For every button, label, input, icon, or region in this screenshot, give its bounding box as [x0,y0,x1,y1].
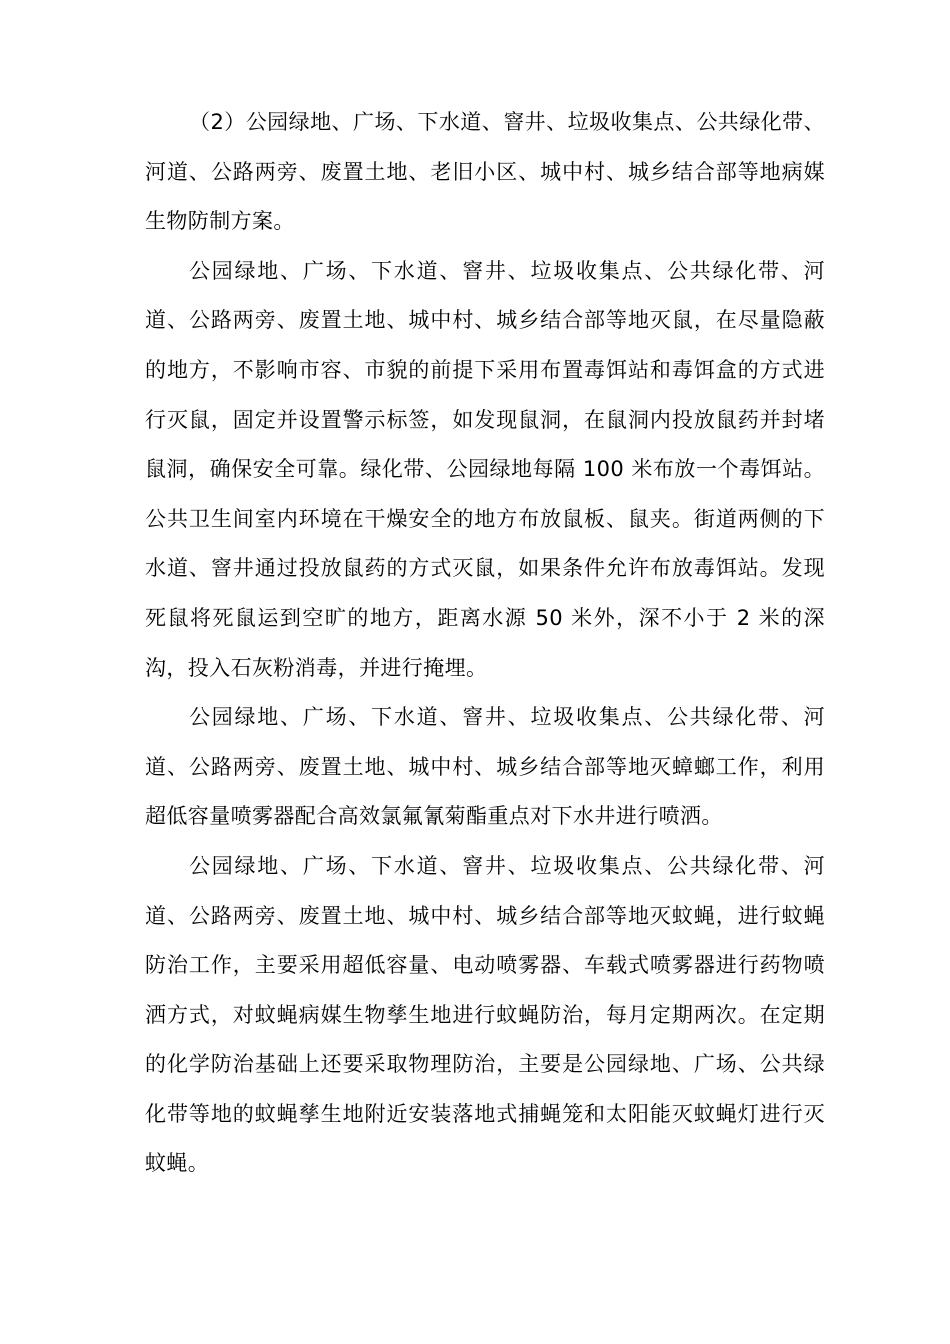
section-heading-paragraph: （2）公园绿地、广场、下水道、窨井、垃圾收集点、公共绿化带、河道、公路两旁、废置土地、老旧小区、城中村、城乡结合部等地病媒生物防制方案。 [145,110,825,234]
cockroach-control-paragraph: 公园绿地、广场、下水道、窨井、垃圾收集点、公共绿化带、河道、公路两旁、废置土地、城中村、城乡结合部等地灭蟑螂工作，利用超低容量喷雾器配合高效氯氟氰菊酯重点对下水井进行喷洒。 [145,705,825,829]
document-body [145,98,825,1189]
mosquito-fly-control-paragraph: 公园绿地、广场、下水道、窨井、垃圾收集点、公共绿化带、河道、公路两旁、废置土地、城中村、城乡结合部等地灭蚊蝇，进行蚊蝇防治工作，主要采用超低容量、电动喷雾器、车载式喷雾器进行药物喷洒方式，对蚊蝇病媒生物孳生地进行蚊蝇防治，每月定期两次。在定期的化学防治基础上还要采取物理防治，主要是公园绿地、广场、公共绿化带等地的蚊蝇孳生地附近安装落地式捕蝇笼和太阳能灭蚊蝇灯进行灭蚊蝇。 [145,853,825,1176]
rodent-control-paragraph: 公园绿地、广场、下水道、窨井、垃圾收集点、公共绿化带、河道、公路两旁、废置土地、城中村、城乡结合部等地灭鼠，在尽量隐蔽的地方，不影响市容、市貌的前提下采用布置毒饵站和毒饵盒的方式进行灭鼠，固定并设置警示标签，如发现鼠洞，在鼠洞内投放鼠药并封堵鼠洞，确保安全可靠。绿化带、公园绿地每隔 100 米布放一个毒饵站。公共卫生间室内环境在干燥安全的地方布放鼠板、鼠夹。街道两侧的下水道、窨井通过投放鼠药的方式灭鼠，如果条件允许布放毒饵站。发现死鼠将死鼠运到空旷的地方，距离水源 50 米外，深不小于 2 米的深沟，投入石灰粉消毒，并进行掩埋。 [145,258,825,680]
